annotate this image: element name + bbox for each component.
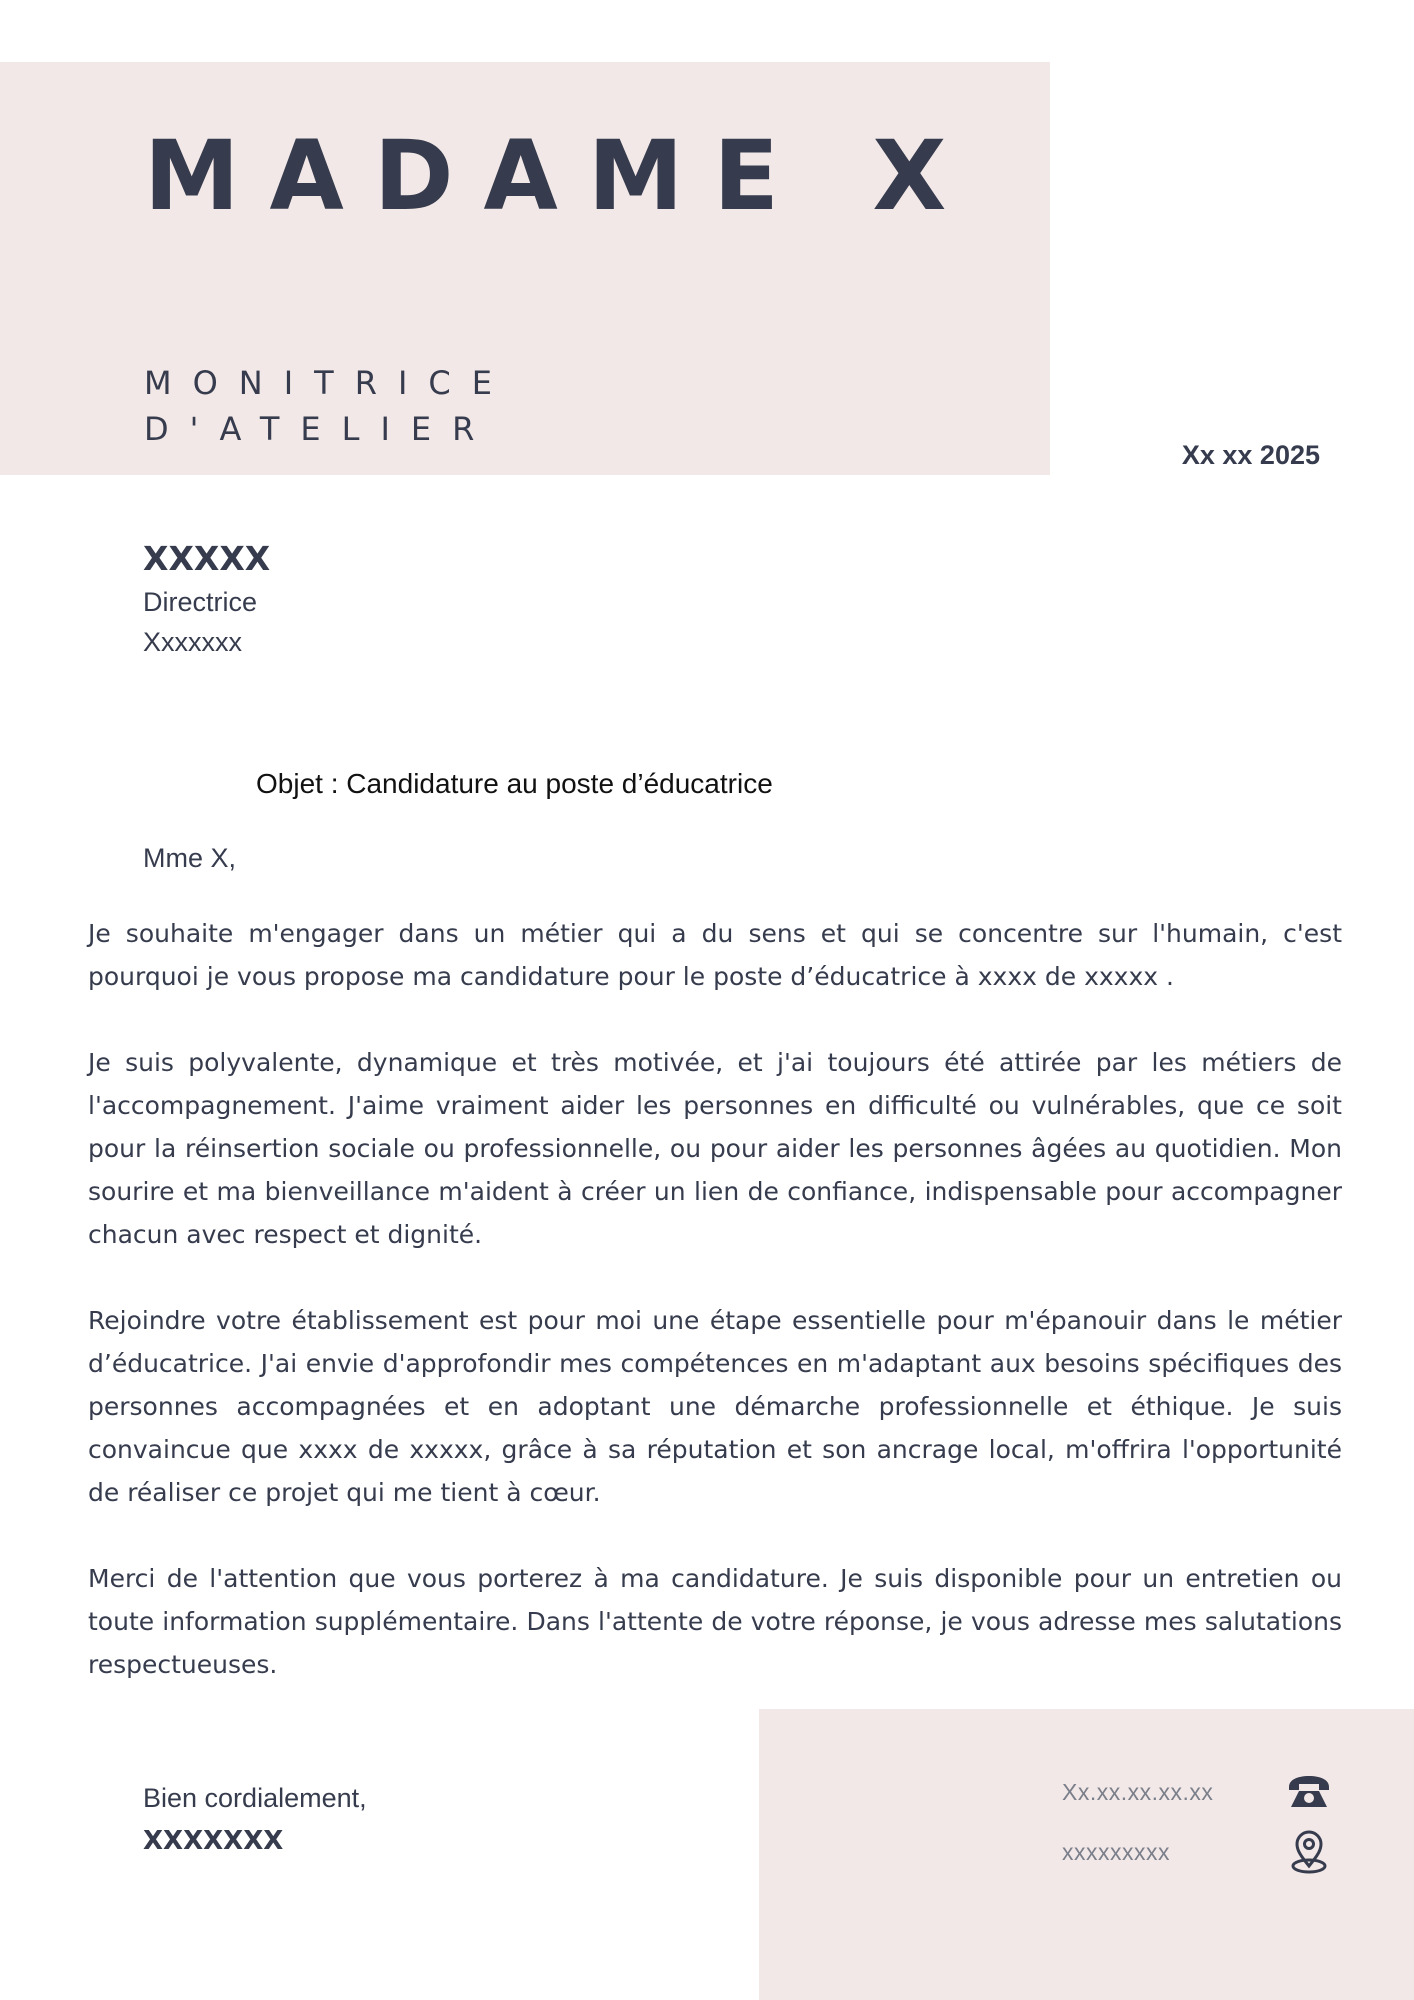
applicant-name: MADAME X xyxy=(144,120,977,232)
contact-address-row xyxy=(1062,1830,1334,1874)
contact-phone-row xyxy=(1062,1770,1334,1814)
paragraph: Je souhaite m'engager dans un métier qui a du sens et qui se concentre sur l'humain, c'est pourquoi je vous propose ma candidature pour le poste d’éducatrice à xxxx de xxxxx . xyxy=(88,919,1342,991)
job-title xyxy=(144,360,513,452)
paragraph: Rejoindre votre établissement est pour moi une étape essentielle pour m'épanouir dans le métier d’éducatrice. J'ai envie d'approfondir mes compétences en m'adaptant aux besoins spécifiques des personnes accompagnées et en adoptant une démarche professionnelle et éthique. Je suis convaincue que xxxx de xxxxx, grâce à sa réputation et son ancrage local, m'offrira l'opportunité de réaliser ce projet qui me tient à cœur. xyxy=(88,1306,1342,1507)
phone-icon xyxy=(1284,1770,1334,1814)
closing-block xyxy=(143,1778,367,1856)
salutation: Mme X, xyxy=(143,843,237,873)
closing-line: Bien cordialement, xyxy=(143,1783,367,1813)
location-pin-icon xyxy=(1284,1830,1334,1874)
letter-body xyxy=(88,912,1342,1729)
job-title-line-1: MONITRICE xyxy=(144,364,513,402)
signature: XXXXXXX xyxy=(143,1826,284,1856)
address-text: xxxxxxxxx xyxy=(1062,1838,1170,1865)
phone-number: Xx.xx.xx.xx.xx xyxy=(1062,1778,1214,1805)
recipient-title: Directrice xyxy=(143,587,258,617)
recipient-block xyxy=(143,536,270,662)
recipient-organization: Xxxxxxx xyxy=(143,627,243,657)
recipient-name: XXXXX xyxy=(143,539,271,578)
paragraph: Je suis polyvalente, dynamique et très motivée, et j'ai toujours été attirée par les métiers de l'accompagnement. J'aime vraiment aider les personnes en difficulté ou vulnérables, que ce soit pour la réinsertion sociale ou professionnelle, ou pour aider les personnes âgées au quotidien. Mon sourire et ma bienveillance m'aident à créer un lien de confiance, indispensable pour accompagner chacun avec respect et dignité. xyxy=(88,1048,1342,1249)
job-title-line-2: D'ATELIER xyxy=(144,410,496,448)
paragraph: Merci de l'attention que vous porterez à ma candidature. Je suis disponible pour un entretien ou toute information supplémentaire. Dans l'attente de votre réponse, je vous adresse mes salutations respectueuses. xyxy=(88,1564,1342,1679)
letter-date: Xx xx 2025 xyxy=(1181,440,1320,470)
letter-subject: Objet : Candidature au poste d’éducatrice xyxy=(256,768,773,799)
